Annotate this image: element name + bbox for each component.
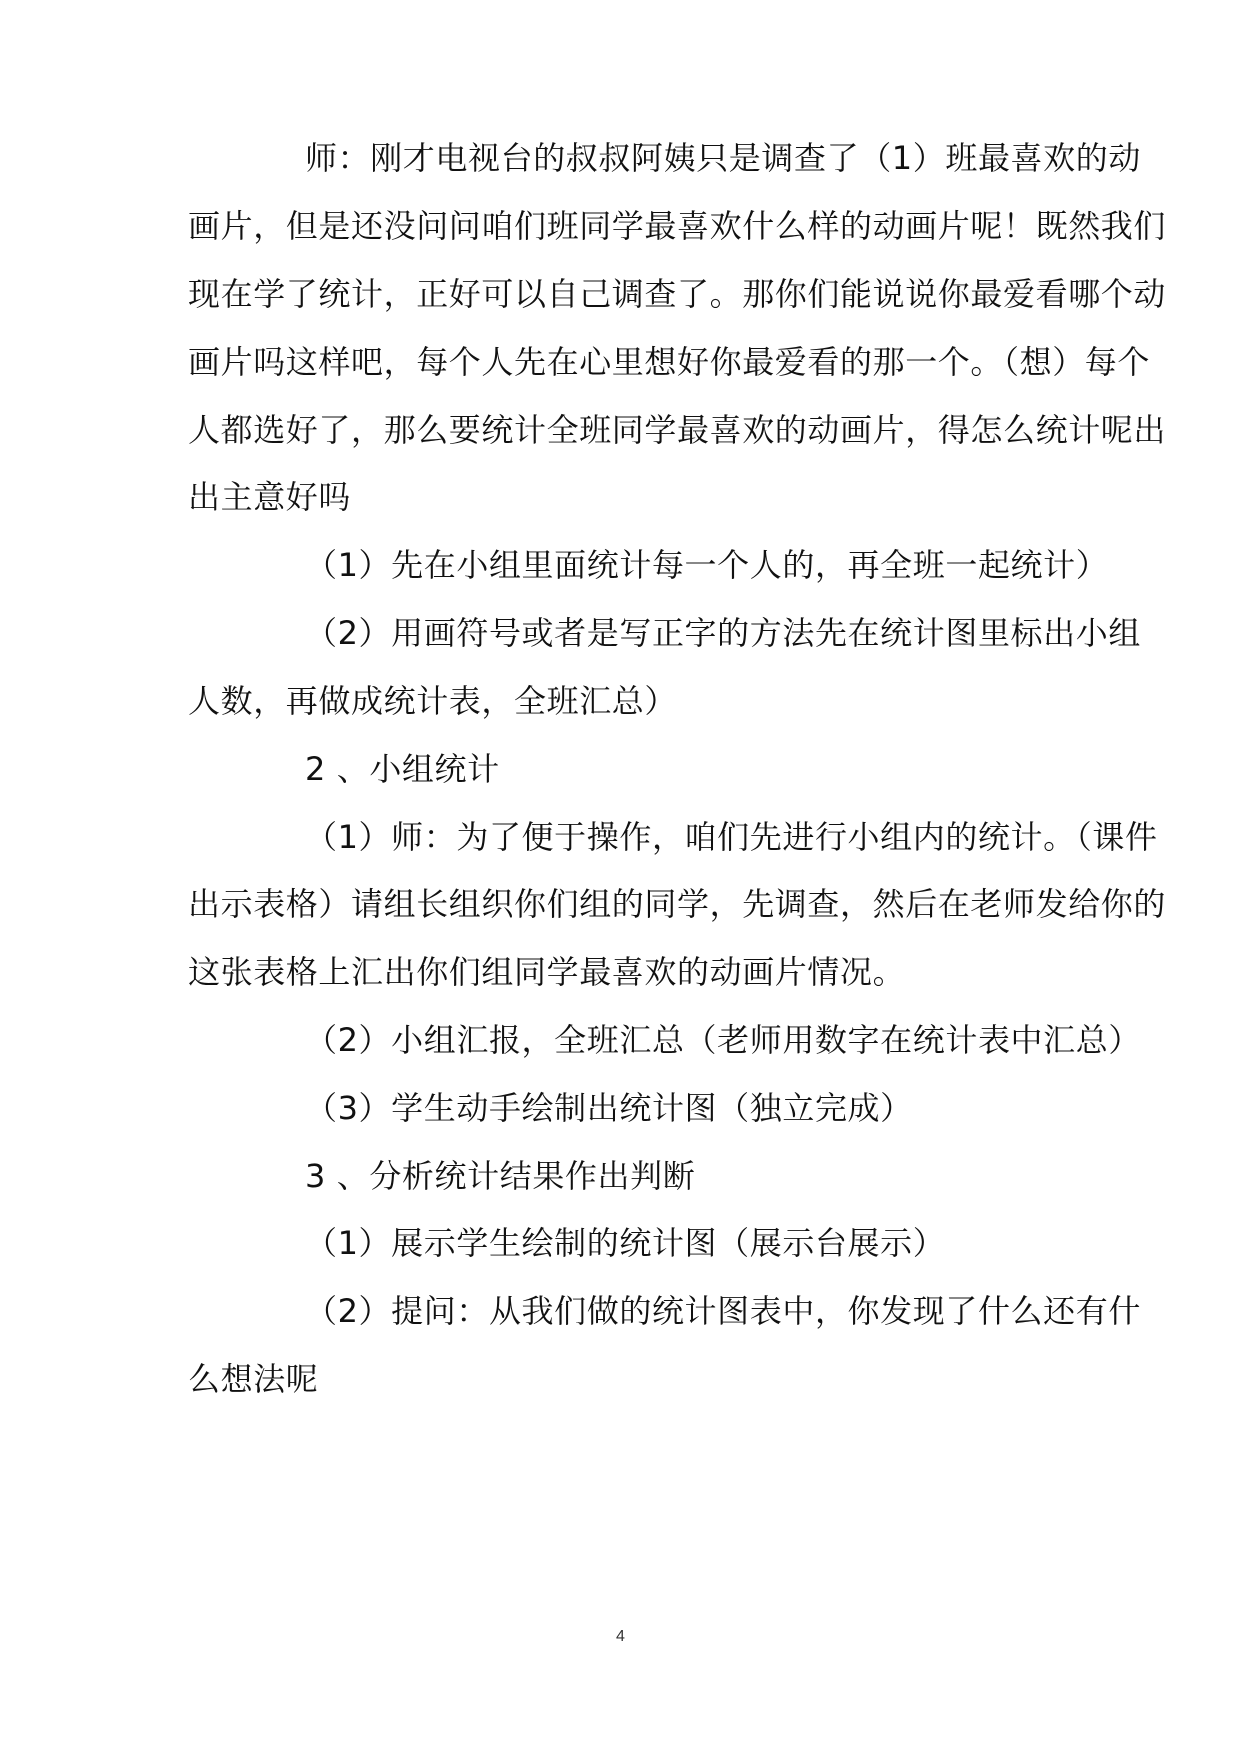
paragraph-line: 画片吗这样吧，每个人先在心里想好你最爱看的那一个。（想）每个: [188, 343, 1151, 381]
paragraph-line: 出示表格）请组长组织你们组的同学，先调查，然后在老师发给你的: [188, 885, 1167, 923]
paragraph-line: （2）小组汇报，全班汇总（老师用数字在统计表中汇总）: [305, 1021, 1141, 1059]
paragraph-line: 人数，再做成统计表，全班汇总）: [188, 682, 678, 720]
paragraph-line: 现在学了统计，正好可以自己调查了。那你们能说说你最爱看哪个动: [188, 275, 1167, 313]
paragraph-line: 这张表格上汇出你们组同学最喜欢的动画片情况。: [188, 953, 906, 991]
paragraph-line: 么想法呢: [188, 1360, 319, 1398]
paragraph-line: （3）学生动手绘制出统计图（独立完成）: [305, 1089, 913, 1127]
paragraph-line: （1）师：为了便于操作，咱们先进行小组内的统计。（课件: [305, 818, 1158, 856]
section-heading: 3 、分析统计结果作出判断: [305, 1157, 696, 1195]
paragraph-line: （1）先在小组里面统计每一个人的，再全班一起统计）: [305, 546, 1109, 584]
paragraph-line: （2）提问：从我们做的统计图表中，你发现了什么还有什: [305, 1292, 1141, 1330]
paragraph-line: 画片，但是还没问问咱们班同学最喜欢什么样的动画片呢！既然我们: [188, 207, 1167, 245]
paragraph-line: 出主意好吗: [188, 478, 352, 516]
paragraph-line: 人都选好了，那么要统计全班同学最喜欢的动画片，得怎么统计呢出: [188, 411, 1167, 449]
section-heading: 2 、小组统计: [305, 750, 500, 788]
page-number: 4: [616, 1628, 625, 1645]
paragraph-line: 师：刚才电视台的叔叔阿姨只是调查了（1）班最喜欢的动: [305, 139, 1141, 177]
paragraph-line: （2）用画符号或者是写正字的方法先在统计图里标出小组: [305, 614, 1141, 652]
paragraph-line: （1）展示学生绘制的统计图（展示台展示）: [305, 1224, 946, 1262]
